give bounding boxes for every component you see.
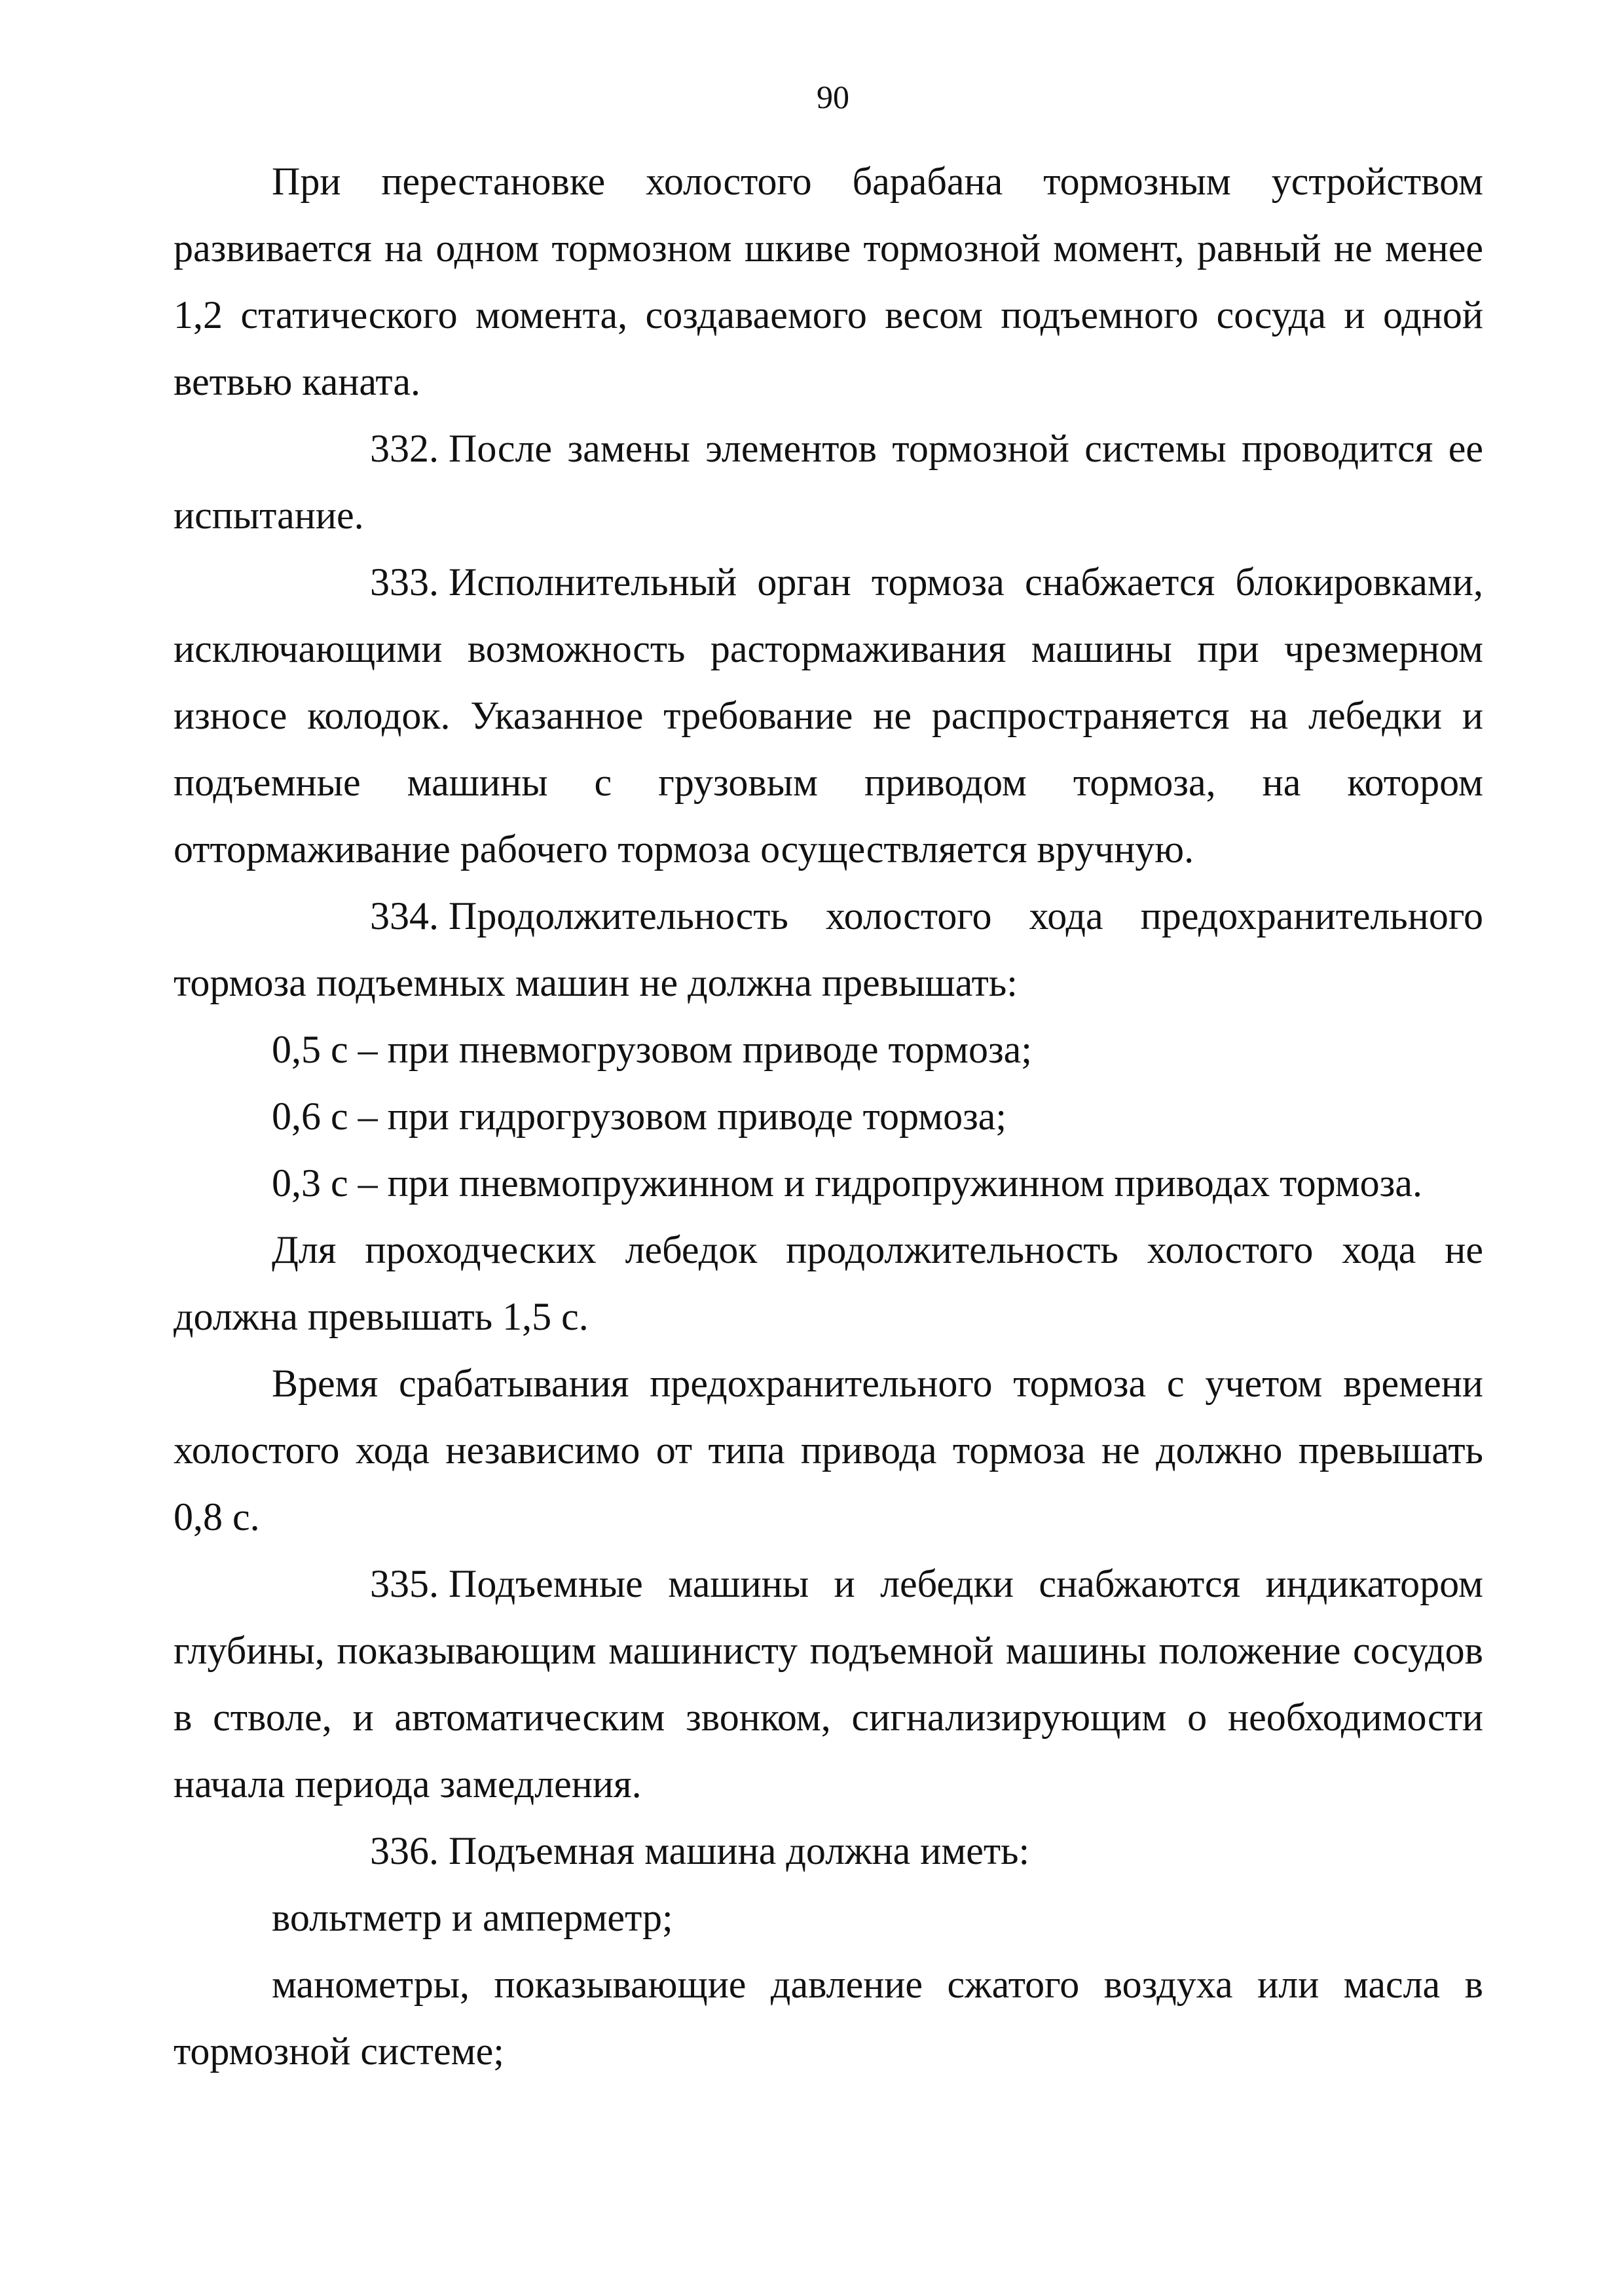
paragraph-text: Время срабатывания предохранительного тормоза с учетом времени холостого хода независимо от типа привода тормоза не должно превышать 0,8 с. xyxy=(174,1362,1483,1539)
paragraph-333 xyxy=(174,549,1483,883)
list-item-pneumo-cargo xyxy=(174,1016,1483,1083)
paragraph-brake-moment xyxy=(174,148,1483,415)
list-item-text: 0,6 с – при гидрогрузовом приводе тормоза; xyxy=(272,1095,1007,1138)
paragraph-response-time xyxy=(174,1350,1483,1550)
clause-number: 336. xyxy=(370,1829,439,1872)
list-item-text: 0,3 с – при пневмопружинном и гидропружинном приводах тормоза. xyxy=(272,1161,1422,1205)
list-item-manometers xyxy=(174,1951,1483,2085)
paragraph-336 xyxy=(174,1817,1483,1884)
list-item-voltmeter xyxy=(174,1884,1483,1951)
document-body xyxy=(174,148,1483,2085)
page-number: 90 xyxy=(817,79,849,115)
paragraph-text: При перестановке холостого барабана тормозным устройством развивается на одном тормозном шкиве тормозной момент, равный не менее 1,2 статического момента, создаваемого весом подъемного сосуда и одной ветвью каната. xyxy=(174,160,1483,403)
list-item-text: вольтметр и амперметр; xyxy=(272,1896,673,1939)
paragraph-text: Исполнительный орган тормоза снабжается блокировками, исключающими возможность растормаживания машины при чрезмерном износе колодок. Указанное требование не распространяется на лебедки и подъемные машины с грузовым приводом тормоза, на котором оттормаживание рабочего тормоза осуществляется вручную. xyxy=(174,560,1483,871)
list-item-text: манометры, показывающие давление сжатого воздуха или масла в тормозной системе; xyxy=(174,1963,1483,2073)
clause-number: 333. xyxy=(370,560,439,604)
list-item-text: 0,5 с – при пневмогрузовом приводе тормоза; xyxy=(272,1028,1032,1071)
list-item-hydro-cargo xyxy=(174,1083,1483,1150)
clause-number: 334. xyxy=(370,894,439,938)
clause-number: 332. xyxy=(370,427,439,470)
paragraph-332 xyxy=(174,415,1483,549)
paragraph-sinking-winches xyxy=(174,1216,1483,1350)
paragraph-334 xyxy=(174,883,1483,1016)
clause-number: 335. xyxy=(370,1562,439,1605)
paragraph-text: Подъемные машины и лебедки снабжаются индикатором глубины, показывающим машинисту подъемной машины положение сосудов в стволе, и автоматическим звонком, сигнализирующим о необходимости начала периода замедления. xyxy=(174,1562,1483,1806)
paragraph-text: Продолжительность холостого хода предохранительного тормоза подъемных машин не должна превышать: xyxy=(174,894,1483,1004)
paragraph-text: Для проходческих лебедок продолжительность холостого хода не должна превышать 1,5 с. xyxy=(174,1228,1483,1338)
list-item-spring xyxy=(174,1150,1483,1216)
paragraph-text: После замены элементов тормозной системы проводится ее испытание. xyxy=(174,427,1483,537)
paragraph-text: Подъемная машина должна иметь: xyxy=(449,1829,1030,1872)
paragraph-335 xyxy=(174,1550,1483,1817)
